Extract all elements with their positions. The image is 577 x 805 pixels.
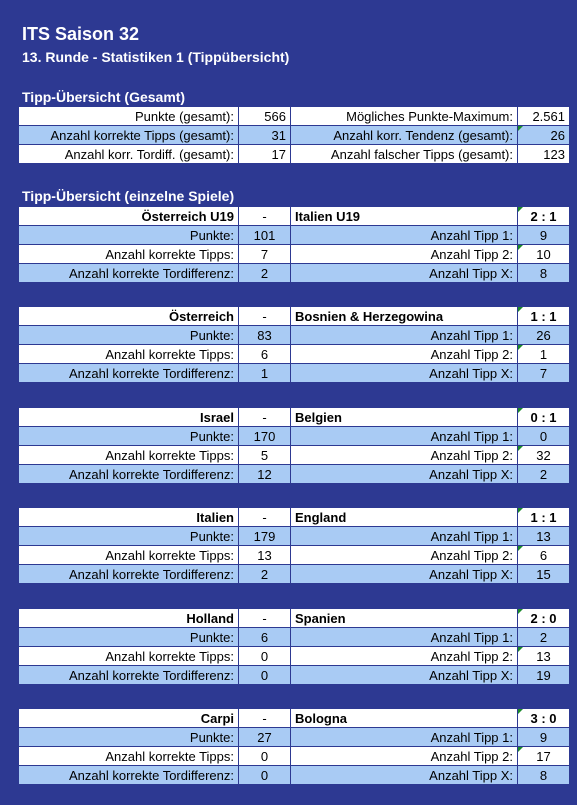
overview-table [18, 106, 570, 164]
correct-label: Anzahl korrekte Tipps: [19, 546, 239, 565]
vs-dash: - [239, 709, 291, 728]
tipp2-label: Anzahl Tipp 2: [291, 747, 518, 766]
vs-dash: - [239, 307, 291, 326]
tipp2-label: Anzahl Tipp 2: [291, 546, 518, 565]
tippx-value: 7 [518, 364, 570, 383]
game-header-row [19, 408, 570, 427]
game-stat-row [19, 666, 570, 685]
home-team: Carpi [19, 709, 239, 728]
game-stat-row [19, 628, 570, 647]
overview-label: Anzahl korr. Tendenz (gesamt): [291, 126, 518, 145]
tippx-value: 2 [518, 465, 570, 484]
match-score: 2 : 0 [518, 609, 570, 628]
game-stat-row [19, 647, 570, 666]
overview-value: 31 [239, 126, 291, 145]
tipp2-value: 1 [518, 345, 570, 364]
points-label: Punkte: [19, 728, 239, 747]
tipp1-label: Anzahl Tipp 1: [291, 427, 518, 446]
game-stat-row [19, 565, 570, 584]
overview-label: Punkte (gesamt): [19, 107, 239, 126]
tipp1-label: Anzahl Tipp 1: [291, 226, 518, 245]
tippx-label: Anzahl Tipp X: [291, 264, 518, 283]
tipp2-value: 13 [518, 647, 570, 666]
correct-label: Anzahl korrekte Tipps: [19, 245, 239, 264]
match-score: 1 : 1 [518, 508, 570, 527]
away-team: Spanien [291, 609, 518, 628]
game-table [18, 507, 570, 584]
tippx-value: 15 [518, 565, 570, 584]
points-value: 179 [239, 527, 291, 546]
game-table [18, 306, 570, 383]
game-table [18, 407, 570, 484]
overview-row [19, 107, 570, 126]
diff-value: 12 [239, 465, 291, 484]
match-score: 0 : 1 [518, 408, 570, 427]
game-header-row [19, 508, 570, 527]
game-table [18, 608, 570, 685]
tipp1-label: Anzahl Tipp 1: [291, 326, 518, 345]
diff-value: 1 [239, 364, 291, 383]
correct-value: 7 [239, 245, 291, 264]
tipp2-label: Anzahl Tipp 2: [291, 345, 518, 364]
tipp1-label: Anzahl Tipp 1: [291, 628, 518, 647]
away-team: Belgien [291, 408, 518, 427]
tipp1-label: Anzahl Tipp 1: [291, 728, 518, 747]
tipp2-value: 17 [518, 747, 570, 766]
points-label: Punkte: [19, 326, 239, 345]
game-stat-row [19, 546, 570, 565]
tippx-label: Anzahl Tipp X: [291, 565, 518, 584]
away-team: Bologna [291, 709, 518, 728]
points-label: Punkte: [19, 527, 239, 546]
overview-value: 26 [518, 126, 570, 145]
correct-label: Anzahl korrekte Tipps: [19, 647, 239, 666]
correct-label: Anzahl korrekte Tipps: [19, 747, 239, 766]
correct-value: 13 [239, 546, 291, 565]
home-team: Israel [19, 408, 239, 427]
game-stat-row [19, 747, 570, 766]
home-team: Österreich U19 [19, 207, 239, 226]
page-title: ITS Saison 32 [22, 24, 140, 44]
game-stat-row [19, 345, 570, 364]
game-stat-row [19, 427, 570, 446]
home-team: Holland [19, 609, 239, 628]
points-value: 6 [239, 628, 291, 647]
game-stat-row [19, 766, 570, 785]
home-team: Österreich [19, 307, 239, 326]
page-subtitle: 13. Runde - Statistiken 1 (Tippübersicht) [22, 49, 290, 65]
diff-label: Anzahl korrekte Tordifferenz: [19, 465, 239, 484]
game-header-row [19, 609, 570, 628]
diff-label: Anzahl korrekte Tordifferenz: [19, 264, 239, 283]
points-label: Punkte: [19, 226, 239, 245]
diff-value: 2 [239, 264, 291, 283]
game-table [18, 708, 570, 785]
points-label: Punkte: [19, 628, 239, 647]
tipp2-label: Anzahl Tipp 2: [291, 647, 518, 666]
vs-dash: - [239, 408, 291, 427]
game-stat-row [19, 527, 570, 546]
game-stat-row [19, 364, 570, 383]
overview-heading: Tipp-Übersicht (Gesamt) [22, 89, 186, 105]
points-value: 83 [239, 326, 291, 345]
game-header-row [19, 207, 570, 226]
tipp1-value: 9 [518, 728, 570, 747]
overview-row [19, 126, 570, 145]
tipp1-value: 0 [518, 427, 570, 446]
overview-value: 17 [239, 145, 291, 164]
away-team: Bosnien & Herzegowina [291, 307, 518, 326]
match-score: 1 : 1 [518, 307, 570, 326]
tippx-label: Anzahl Tipp X: [291, 364, 518, 383]
game-stat-row [19, 728, 570, 747]
away-team: Italien U19 [291, 207, 518, 226]
diff-value: 0 [239, 766, 291, 785]
correct-label: Anzahl korrekte Tipps: [19, 446, 239, 465]
vs-dash: - [239, 207, 291, 226]
tipp2-value: 32 [518, 446, 570, 465]
points-value: 27 [239, 728, 291, 747]
overview-value: 566 [239, 107, 291, 126]
game-stat-row [19, 245, 570, 264]
tipp1-value: 13 [518, 527, 570, 546]
tippx-value: 8 [518, 264, 570, 283]
diff-label: Anzahl korrekte Tordifferenz: [19, 565, 239, 584]
match-score: 3 : 0 [518, 709, 570, 728]
tipp1-label: Anzahl Tipp 1: [291, 527, 518, 546]
overview-row [19, 145, 570, 164]
tippx-label: Anzahl Tipp X: [291, 666, 518, 685]
game-stat-row [19, 264, 570, 283]
tipp2-value: 10 [518, 245, 570, 264]
home-team: Italien [19, 508, 239, 527]
overview-value: 2.561 [518, 107, 570, 126]
overview-label: Anzahl korr. Tordiff. (gesamt): [19, 145, 239, 164]
game-table [18, 206, 570, 283]
diff-label: Anzahl korrekte Tordifferenz: [19, 666, 239, 685]
overview-label: Anzahl korrekte Tipps (gesamt): [19, 126, 239, 145]
overview-label: Mögliches Punkte-Maximum: [291, 107, 518, 126]
points-value: 101 [239, 226, 291, 245]
tippx-value: 19 [518, 666, 570, 685]
game-stat-row [19, 446, 570, 465]
match-score: 2 : 1 [518, 207, 570, 226]
tippx-value: 8 [518, 766, 570, 785]
game-header-row [19, 709, 570, 728]
tippx-label: Anzahl Tipp X: [291, 465, 518, 484]
overview-value: 123 [518, 145, 570, 164]
diff-value: 2 [239, 565, 291, 584]
points-value: 170 [239, 427, 291, 446]
game-stat-row [19, 465, 570, 484]
game-stat-row [19, 226, 570, 245]
tipp2-label: Anzahl Tipp 2: [291, 245, 518, 264]
correct-label: Anzahl korrekte Tipps: [19, 345, 239, 364]
game-header-row [19, 307, 570, 326]
game-stat-row [19, 326, 570, 345]
vs-dash: - [239, 609, 291, 628]
tipp2-value: 6 [518, 546, 570, 565]
diff-label: Anzahl korrekte Tordifferenz: [19, 364, 239, 383]
tipp2-label: Anzahl Tipp 2: [291, 446, 518, 465]
vs-dash: - [239, 508, 291, 527]
overview-label: Anzahl falscher Tipps (gesamt): [291, 145, 518, 164]
tippx-label: Anzahl Tipp X: [291, 766, 518, 785]
games-heading: Tipp-Übersicht (einzelne Spiele) [22, 188, 235, 204]
diff-value: 0 [239, 666, 291, 685]
correct-value: 0 [239, 647, 291, 666]
correct-value: 0 [239, 747, 291, 766]
tipp1-value: 9 [518, 226, 570, 245]
diff-label: Anzahl korrekte Tordifferenz: [19, 766, 239, 785]
tipp1-value: 26 [518, 326, 570, 345]
correct-value: 5 [239, 446, 291, 465]
points-label: Punkte: [19, 427, 239, 446]
away-team: England [291, 508, 518, 527]
correct-value: 6 [239, 345, 291, 364]
tipp1-value: 2 [518, 628, 570, 647]
